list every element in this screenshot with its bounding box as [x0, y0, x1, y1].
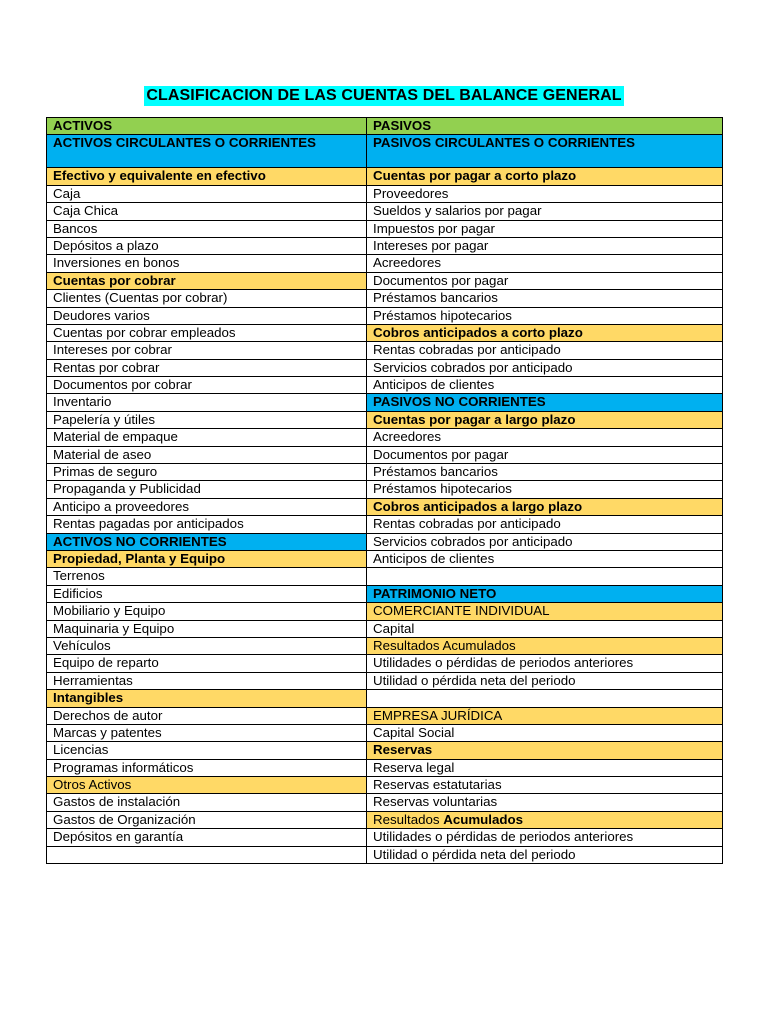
- activos-cell: Efectivo y equivalente en efectivo: [47, 168, 367, 185]
- activos-cell: Rentas por cobrar: [47, 359, 367, 376]
- activos-cell: Rentas pagadas por anticipados: [47, 516, 367, 533]
- activos-cell: Primas de seguro: [47, 464, 367, 481]
- table-row: [47, 724, 723, 741]
- balance-table: [46, 117, 723, 864]
- table-row: [47, 550, 723, 567]
- activos-cell: Maquinaria y Equipo: [47, 620, 367, 637]
- activos-cell: Documentos por cobrar: [47, 377, 367, 394]
- activos-cell: Anticipo a proveedores: [47, 498, 367, 515]
- pasivos-cell: Reservas voluntarias: [367, 794, 723, 811]
- table-row: [47, 429, 723, 446]
- table-row: [47, 411, 723, 428]
- document-title: CLASIFICACION DE LAS CUENTAS DEL BALANCE GENERAL: [146, 87, 622, 104]
- activos-cell: Propaganda y Publicidad: [47, 481, 367, 498]
- pasivos-cell: PASIVOS NO CORRIENTES: [367, 394, 723, 411]
- pasivos-cell: Préstamos hipotecarios: [367, 307, 723, 324]
- table-row: [47, 533, 723, 550]
- pasivos-cell: Cuentas por pagar a corto plazo: [367, 168, 723, 185]
- table-row: [47, 377, 723, 394]
- activos-cell: Depósitos a plazo: [47, 237, 367, 254]
- activos-cell: Papelería y útiles: [47, 411, 367, 428]
- table-row: [47, 446, 723, 463]
- activos-cell: Inversiones en bonos: [47, 255, 367, 272]
- pasivos-cell: Cobros anticipados a corto plazo: [367, 324, 723, 341]
- table-row: [47, 255, 723, 272]
- pasivos-cell: [367, 568, 723, 585]
- table-row: [47, 811, 723, 828]
- table-row: [47, 568, 723, 585]
- table-row: [47, 464, 723, 481]
- activos-cell: Deudores varios: [47, 307, 367, 324]
- table-row: [47, 742, 723, 759]
- activos-cell: Derechos de autor: [47, 707, 367, 724]
- pasivos-cell: Impuestos por pagar: [367, 220, 723, 237]
- activos-cell: Caja: [47, 185, 367, 202]
- activos-cell: Cuentas por cobrar empleados: [47, 324, 367, 341]
- activos-cell: Herramientas: [47, 672, 367, 689]
- table-row: [47, 342, 723, 359]
- table-row: [47, 359, 723, 376]
- activos-cell: Vehículos: [47, 637, 367, 654]
- pasivos-cell: Proveedores: [367, 185, 723, 202]
- pasivos-cell: Cobros anticipados a largo plazo: [367, 498, 723, 515]
- pasivos-cell: Rentas cobradas por anticipado: [367, 342, 723, 359]
- table-row: [47, 585, 723, 602]
- activos-cell: ACTIVOS NO CORRIENTES: [47, 533, 367, 550]
- table-row: [47, 759, 723, 776]
- activos-cell: ACTIVOS CIRCULANTES O CORRIENTES: [47, 135, 367, 168]
- table-row: [47, 394, 723, 411]
- pasivos-cell: Utilidades o pérdidas de periodos anteriores: [367, 655, 723, 672]
- activos-cell: Licencias: [47, 742, 367, 759]
- table-row: [47, 168, 723, 185]
- pasivos-cell: Rentas cobradas por anticipado: [367, 516, 723, 533]
- pasivos-cell: [367, 690, 723, 707]
- table-row: [47, 481, 723, 498]
- pasivos-cell: Servicios cobrados por anticipado: [367, 533, 723, 550]
- pasivos-cell: Servicios cobrados por anticipado: [367, 359, 723, 376]
- title-wrap: [0, 86, 768, 106]
- activos-cell: Marcas y patentes: [47, 724, 367, 741]
- table-row: [47, 185, 723, 202]
- pasivos-cell: Préstamos hipotecarios: [367, 481, 723, 498]
- table-row: [47, 272, 723, 289]
- activos-cell: Clientes (Cuentas por cobrar): [47, 290, 367, 307]
- activos-cell: Caja Chica: [47, 203, 367, 220]
- table-row: [47, 603, 723, 620]
- table-row: [47, 220, 723, 237]
- activos-cell: Bancos: [47, 220, 367, 237]
- activos-cell: Otros Activos: [47, 777, 367, 794]
- table-row: [47, 118, 723, 135]
- table-row: [47, 516, 723, 533]
- activos-cell: Material de aseo: [47, 446, 367, 463]
- table-row: [47, 203, 723, 220]
- table-row: [47, 237, 723, 254]
- pasivos-cell: Préstamos bancarios: [367, 464, 723, 481]
- pasivos-cell: Reserva legal: [367, 759, 723, 776]
- activos-cell: Intereses por cobrar: [47, 342, 367, 359]
- pasivos-cell: [367, 811, 723, 828]
- activos-cell: Cuentas por cobrar: [47, 272, 367, 289]
- pasivos-cell: PASIVOS CIRCULANTES O CORRIENTES: [367, 135, 723, 168]
- table-row: [47, 307, 723, 324]
- balance-table-body: [47, 118, 723, 864]
- pasivos-cell: Sueldos y salarios por pagar: [367, 203, 723, 220]
- pasivos-cell: Anticipos de clientes: [367, 550, 723, 567]
- pasivos-cell: Utilidades o pérdidas de periodos anteriores: [367, 829, 723, 846]
- table-row: [47, 690, 723, 707]
- pasivos-cell: COMERCIANTE INDIVIDUAL: [367, 603, 723, 620]
- activos-cell: Programas informáticos: [47, 759, 367, 776]
- pasivos-cell: Reservas: [367, 742, 723, 759]
- activos-cell: Terrenos: [47, 568, 367, 585]
- activos-cell: Gastos de instalación: [47, 794, 367, 811]
- table-row: [47, 672, 723, 689]
- table-row: [47, 829, 723, 846]
- pasivos-cell: Capital Social: [367, 724, 723, 741]
- pasivos-cell: Préstamos bancarios: [367, 290, 723, 307]
- acumulados-word: Acumulados: [443, 811, 524, 827]
- pasivos-cell: PATRIMONIO NETO: [367, 585, 723, 602]
- table-row: [47, 498, 723, 515]
- table-row: [47, 707, 723, 724]
- table-row: [47, 846, 723, 863]
- table-row: [47, 290, 723, 307]
- activos-cell: Edificios: [47, 585, 367, 602]
- activos-cell: Material de empaque: [47, 429, 367, 446]
- pasivos-cell: Resultados Acumulados: [367, 637, 723, 654]
- pasivos-cell: Documentos por pagar: [367, 272, 723, 289]
- pasivos-cell: Cuentas por pagar a largo plazo: [367, 411, 723, 428]
- pasivos-cell: EMPRESA JURÍDICA: [367, 707, 723, 724]
- table-row: [47, 655, 723, 672]
- pasivos-cell: Utilidad o pérdida neta del periodo: [367, 846, 723, 863]
- activos-cell: Inventario: [47, 394, 367, 411]
- table-row: [47, 620, 723, 637]
- pasivos-cell: PASIVOS: [367, 118, 723, 135]
- activos-cell: Propiedad, Planta y Equipo: [47, 550, 367, 567]
- activos-cell: Mobiliario y Equipo: [47, 603, 367, 620]
- pasivos-cell: Reservas estatutarias: [367, 777, 723, 794]
- activos-cell: Intangibles: [47, 690, 367, 707]
- activos-cell: [47, 846, 367, 863]
- pasivos-cell: Acreedores: [367, 429, 723, 446]
- table-row: [47, 794, 723, 811]
- resultados-word: Resultados: [373, 811, 444, 827]
- activos-cell: Depósitos en garantía: [47, 829, 367, 846]
- pasivos-cell: Anticipos de clientes: [367, 377, 723, 394]
- pasivos-cell: Utilidad o pérdida neta del periodo: [367, 672, 723, 689]
- table-row: [47, 135, 723, 168]
- table-row: [47, 324, 723, 341]
- pasivos-cell: Acreedores: [367, 255, 723, 272]
- table-row: [47, 637, 723, 654]
- activos-cell: ACTIVOS: [47, 118, 367, 135]
- table-row: [47, 777, 723, 794]
- pasivos-cell: Intereses por pagar: [367, 237, 723, 254]
- pasivos-cell: Capital: [367, 620, 723, 637]
- activos-cell: Equipo de reparto: [47, 655, 367, 672]
- pasivos-cell: Documentos por pagar: [367, 446, 723, 463]
- activos-cell: Gastos de Organización: [47, 811, 367, 828]
